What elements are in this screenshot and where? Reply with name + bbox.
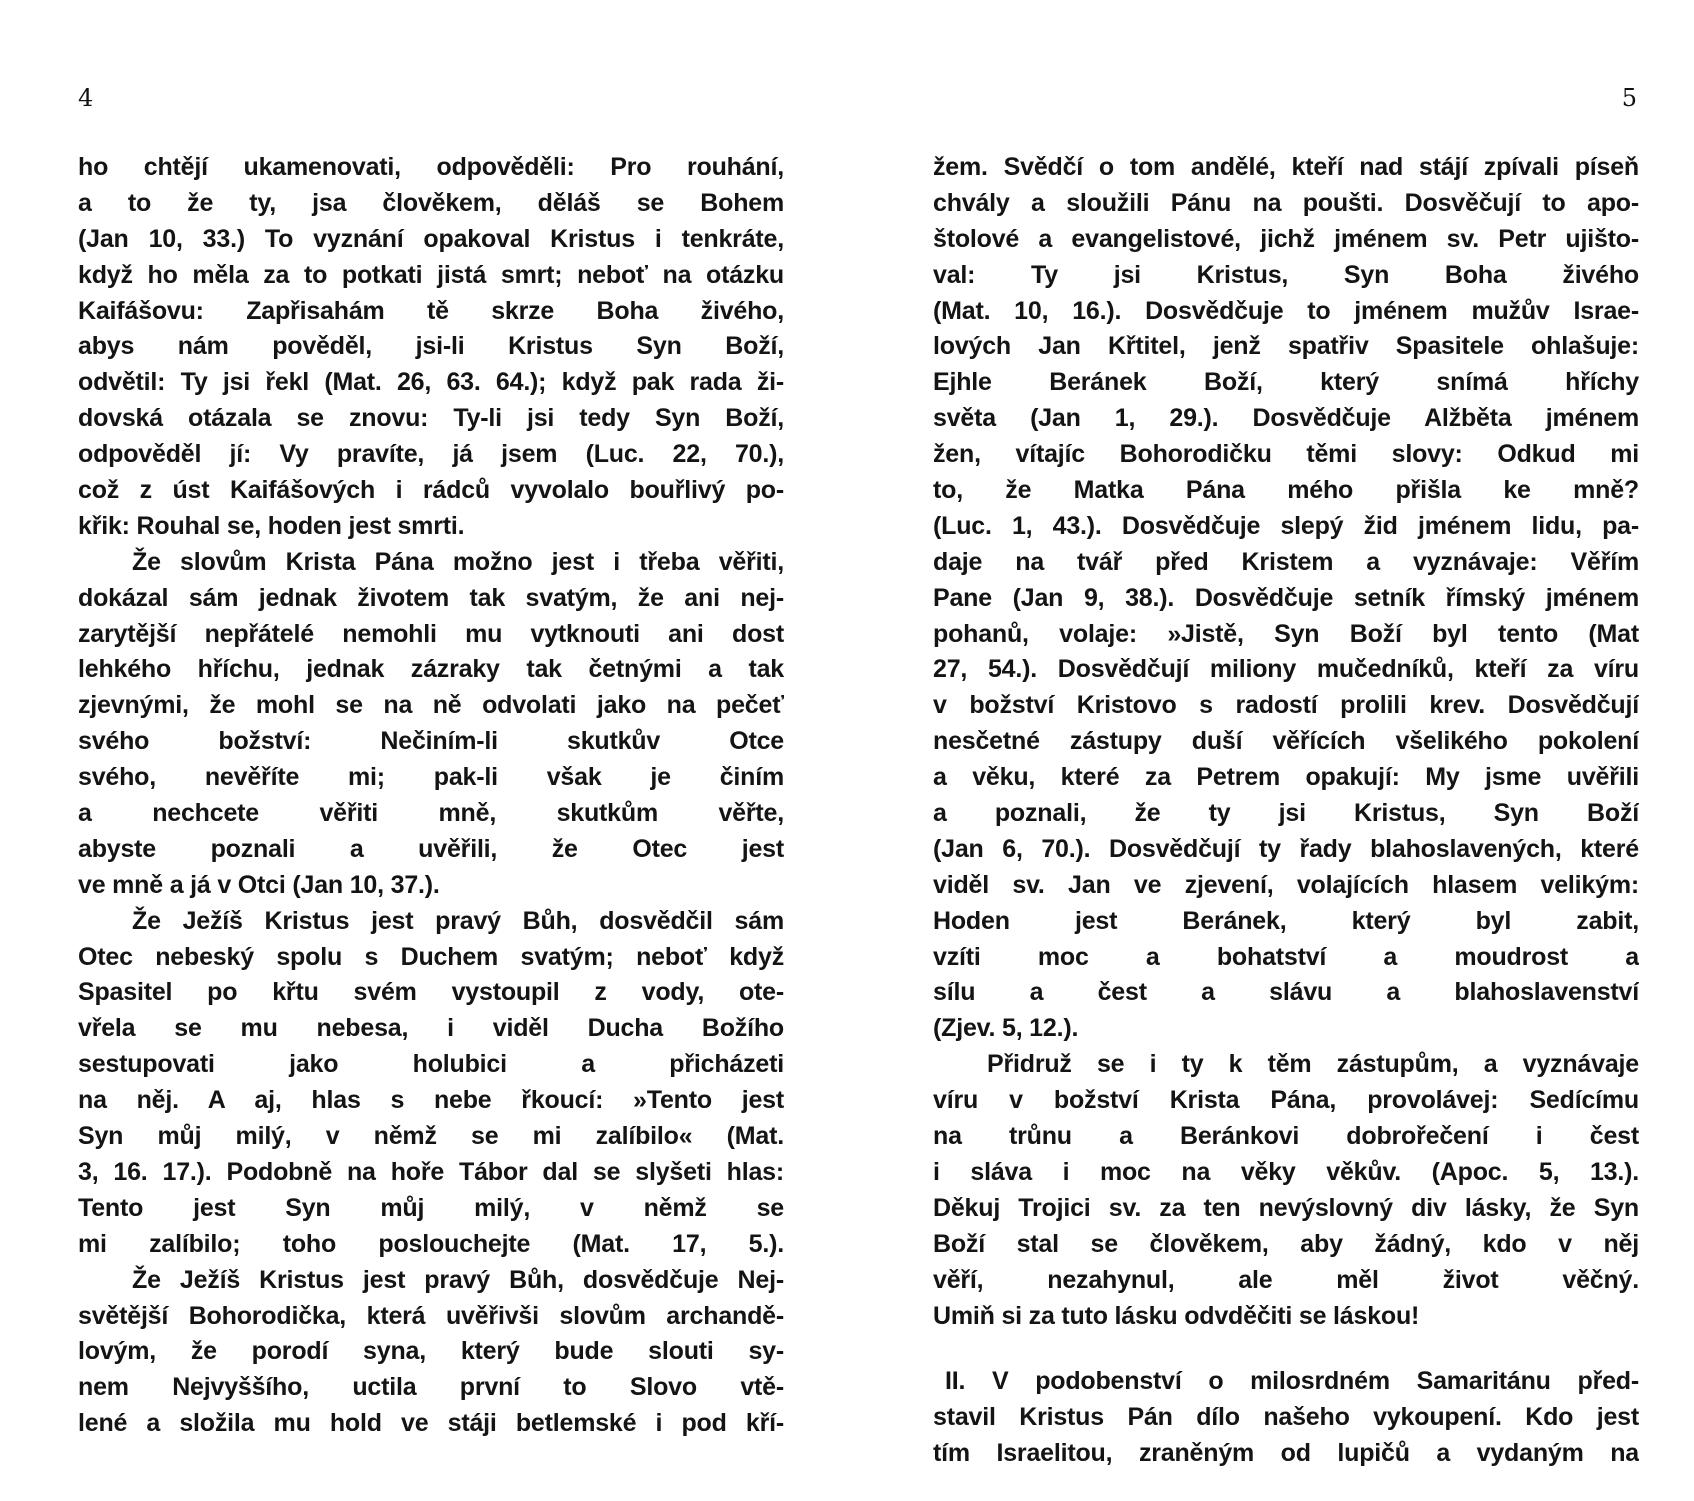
text-line: II. V podobenství o milosrdném Samaritánu před- [945,1367,1639,1396]
right-page-number: 5 [1621,84,1637,112]
text-line: žem. Svědčí o tom andělé, kteří nad stájí zpívali píseň [933,153,1639,181]
text-line: tím Israelitou, zraněným od lupičů a vydaným na [933,1439,1639,1468]
text-line: odpověděl jí: Vy pravíte, já jsem (Luc. 22, 70.), [78,440,784,469]
text-line: val: Ty jsi Kristus, Syn Boha živého [933,260,1639,289]
text-line: světa (Jan 1, 29.). Dosvědčuje Alžběta jménem [933,404,1639,433]
right-page-text [933,150,1639,1472]
text-line: mi zalíbilo; toho poslouchejte (Mat. 17, 5.). [78,1229,784,1258]
text-line: Otec nebeský spolu s Duchem svatým; neboť když [78,942,784,971]
text-line: vzíti moc a bohatství a moudrost a [933,942,1639,971]
text-line: 3, 16. 17.). Podobně na hoře Tábor dal se slyšeti hlas: [78,1157,784,1186]
text-line: dokázal sám jednak životem tak svatým, že ani nej- [78,583,784,612]
text-line: Pane (Jan 9, 38.). Dosvědčuje setník římský jménem [933,583,1639,612]
text-line: věří, nezahynul, ale měl život věčný. [933,1265,1639,1294]
text-line: to, že Matka Pána mého přišla ke mně? [933,476,1639,505]
text-line: i sláva i moc na věky věkův. (Apoc. 5, 13.). [933,1157,1639,1186]
text-line: (Mat. 10, 16.). Dosvědčuje to jménem mužův Israe- [933,296,1639,325]
text-line: což z úst Kaifášových i rádců vyvolalo bouřlivý po- [78,476,784,505]
text-line: nem Nejvyššího, uctila první to Slovo vtě- [78,1373,784,1402]
text-line: (Zjev. 5, 12.). [933,1014,1079,1043]
text-line: a nechcete věřiti mně, skutkům věřte, [78,799,784,828]
text-line: lené a složila mu hold ve stáji betlemské i pod kří- [78,1409,784,1438]
text-line: stavil Kristus Pán dílo našeho vykoupení. Kdo jest [933,1403,1639,1432]
text-line: pohanů, volaje: »Jistě, Syn Boží byl tento (Mat [933,619,1639,648]
text-line: ho chtějí ukamenovati, odpověděli: Pro rouhání, [78,153,784,181]
text-line: lehkého hříchu, jednak zázraky tak četnými a tak [78,655,784,684]
text-line: žen, vítajíc Bohorodičku těmi slovy: Odkud mi [933,440,1639,469]
text-line: a to že ty, jsa člověkem, děláš se Bohem [78,188,784,217]
text-line: svého božství: Nečiním-li skutkův Otce [78,727,784,756]
text-line: odvětil: Ty jsi řekl (Mat. 26, 63. 64.); když pak rada ži- [78,368,784,397]
text-line: Tento jest Syn můj milý, v němž se [78,1193,784,1222]
right-page [933,0,1653,1501]
text-line: lových Jan Křtitel, jenž spatřiv Spasitele ohlašuje: [933,332,1639,361]
text-line: Děkuj Trojici sv. za ten nevýslovný div lásky, že Syn [933,1193,1639,1222]
text-line: Umiň si za tuto lásku odvděčiti se láskou! [933,1301,1420,1330]
text-line: abys nám pověděl, jsi-li Kristus Syn Boží, [78,332,784,361]
text-line: světější Bohorodička, která uvěřivši slovům archandě- [78,1301,784,1330]
text-line: na něj. A aj, hlas s nebe řkoucí: »Tento jest [78,1086,784,1115]
text-line: svého, nevěříte mi; pak-li však je činím [78,763,784,792]
text-line: když ho měla za to potkati jistá smrt; neboť na otázku [78,260,784,289]
text-line: sílu a čest a slávu a blahoslavenství [933,978,1639,1007]
left-page-number: 4 [78,84,94,112]
text-line: vřela se mu nebesa, i viděl Ducha Božího [78,1014,784,1043]
text-line: Že Ježíš Kristus jest pravý Bůh, dosvědčil sám [132,906,784,935]
left-page [78,0,798,1501]
text-line: nesčetné zástupy duší věřících všelikého pokolení [933,727,1639,756]
text-line: chvály a sloužili Pánu na poušti. Dosvěčují to apo- [933,188,1639,217]
text-line: dovská otázala se znovu: Ty-li jsi tedy Syn Boží, [78,404,784,433]
text-line: Že slovům Krista Pána možno jest i třeba věřiti, [132,547,784,576]
text-line: lovým, že porodí syna, který bude slouti sy- [78,1337,784,1366]
left-page-text [78,150,784,1442]
text-line: v božství Kristovo s radostí prolili krev. Dosvědčují [933,691,1639,720]
text-line [933,1334,1639,1364]
text-line: ve mně a já v Otci (Jan 10, 37.). [78,870,440,899]
text-line: Boží stal se člověkem, aby žádný, kdo v něj [933,1229,1639,1258]
text-line: sestupovati jako holubici a přicházeti [78,1050,784,1079]
text-line: (Luc. 1, 43.). Dosvědčuje slepý žid jménem lidu, pa- [933,511,1639,540]
text-line: 27, 54.). Dosvědčují miliony mučedníků, kteří za víru [933,655,1639,684]
text-line: zjevnými, že mohl se na ně odvolati jako na pečeť [78,691,784,720]
text-line: Ejhle Beránek Boží, který snímá hříchy [933,368,1639,397]
text-line: a věku, které za Petrem opakují: My jsme uvěřili [933,763,1639,792]
text-line: Spasitel po křtu svém vystoupil z vody, ote- [78,978,784,1007]
text-line: štolové a evangelistové, jichž jménem sv. Petr ujišto- [933,224,1639,253]
text-line: Přidruž se i ty k těm zástupům, a vyznávaje [987,1050,1639,1079]
text-line: křik: Rouhal se, hoden jest smrti. [78,511,465,540]
text-line: Kaifášovu: Zapřisahám tě skrze Boha živého, [78,296,784,325]
text-line: a poznali, že ty jsi Kristus, Syn Boží [933,799,1639,828]
text-line: víru v božství Krista Pána, provolávej: Sedícímu [933,1086,1639,1115]
text-line: Hoden jest Beránek, který byl zabit, [933,906,1639,935]
text-line: (Jan 6, 70.). Dosvědčují ty řady blahoslavených, které [933,834,1639,863]
text-line: zarytější nepřátelé nemohli mu vytknouti ani dost [78,619,784,648]
text-line: viděl sv. Jan ve zjevení, volajících hlasem velikým: [933,870,1639,899]
text-line: (Jan 10, 33.) To vyznání opakoval Kristus i tenkráte, [78,224,784,253]
text-line: Že Ježíš Kristus jest pravý Bůh, dosvědčuje Nej- [132,1265,784,1294]
text-line: abyste poznali a uvěřili, že Otec jest [78,834,784,863]
text-line: daje na tvář před Kristem a vyznávaje: Věřím [933,547,1639,576]
text-line: Syn můj milý, v němž se mi zalíbilo« (Mat. [78,1122,784,1151]
text-line: na trůnu a Beránkovi dobrořečení i čest [933,1122,1639,1151]
